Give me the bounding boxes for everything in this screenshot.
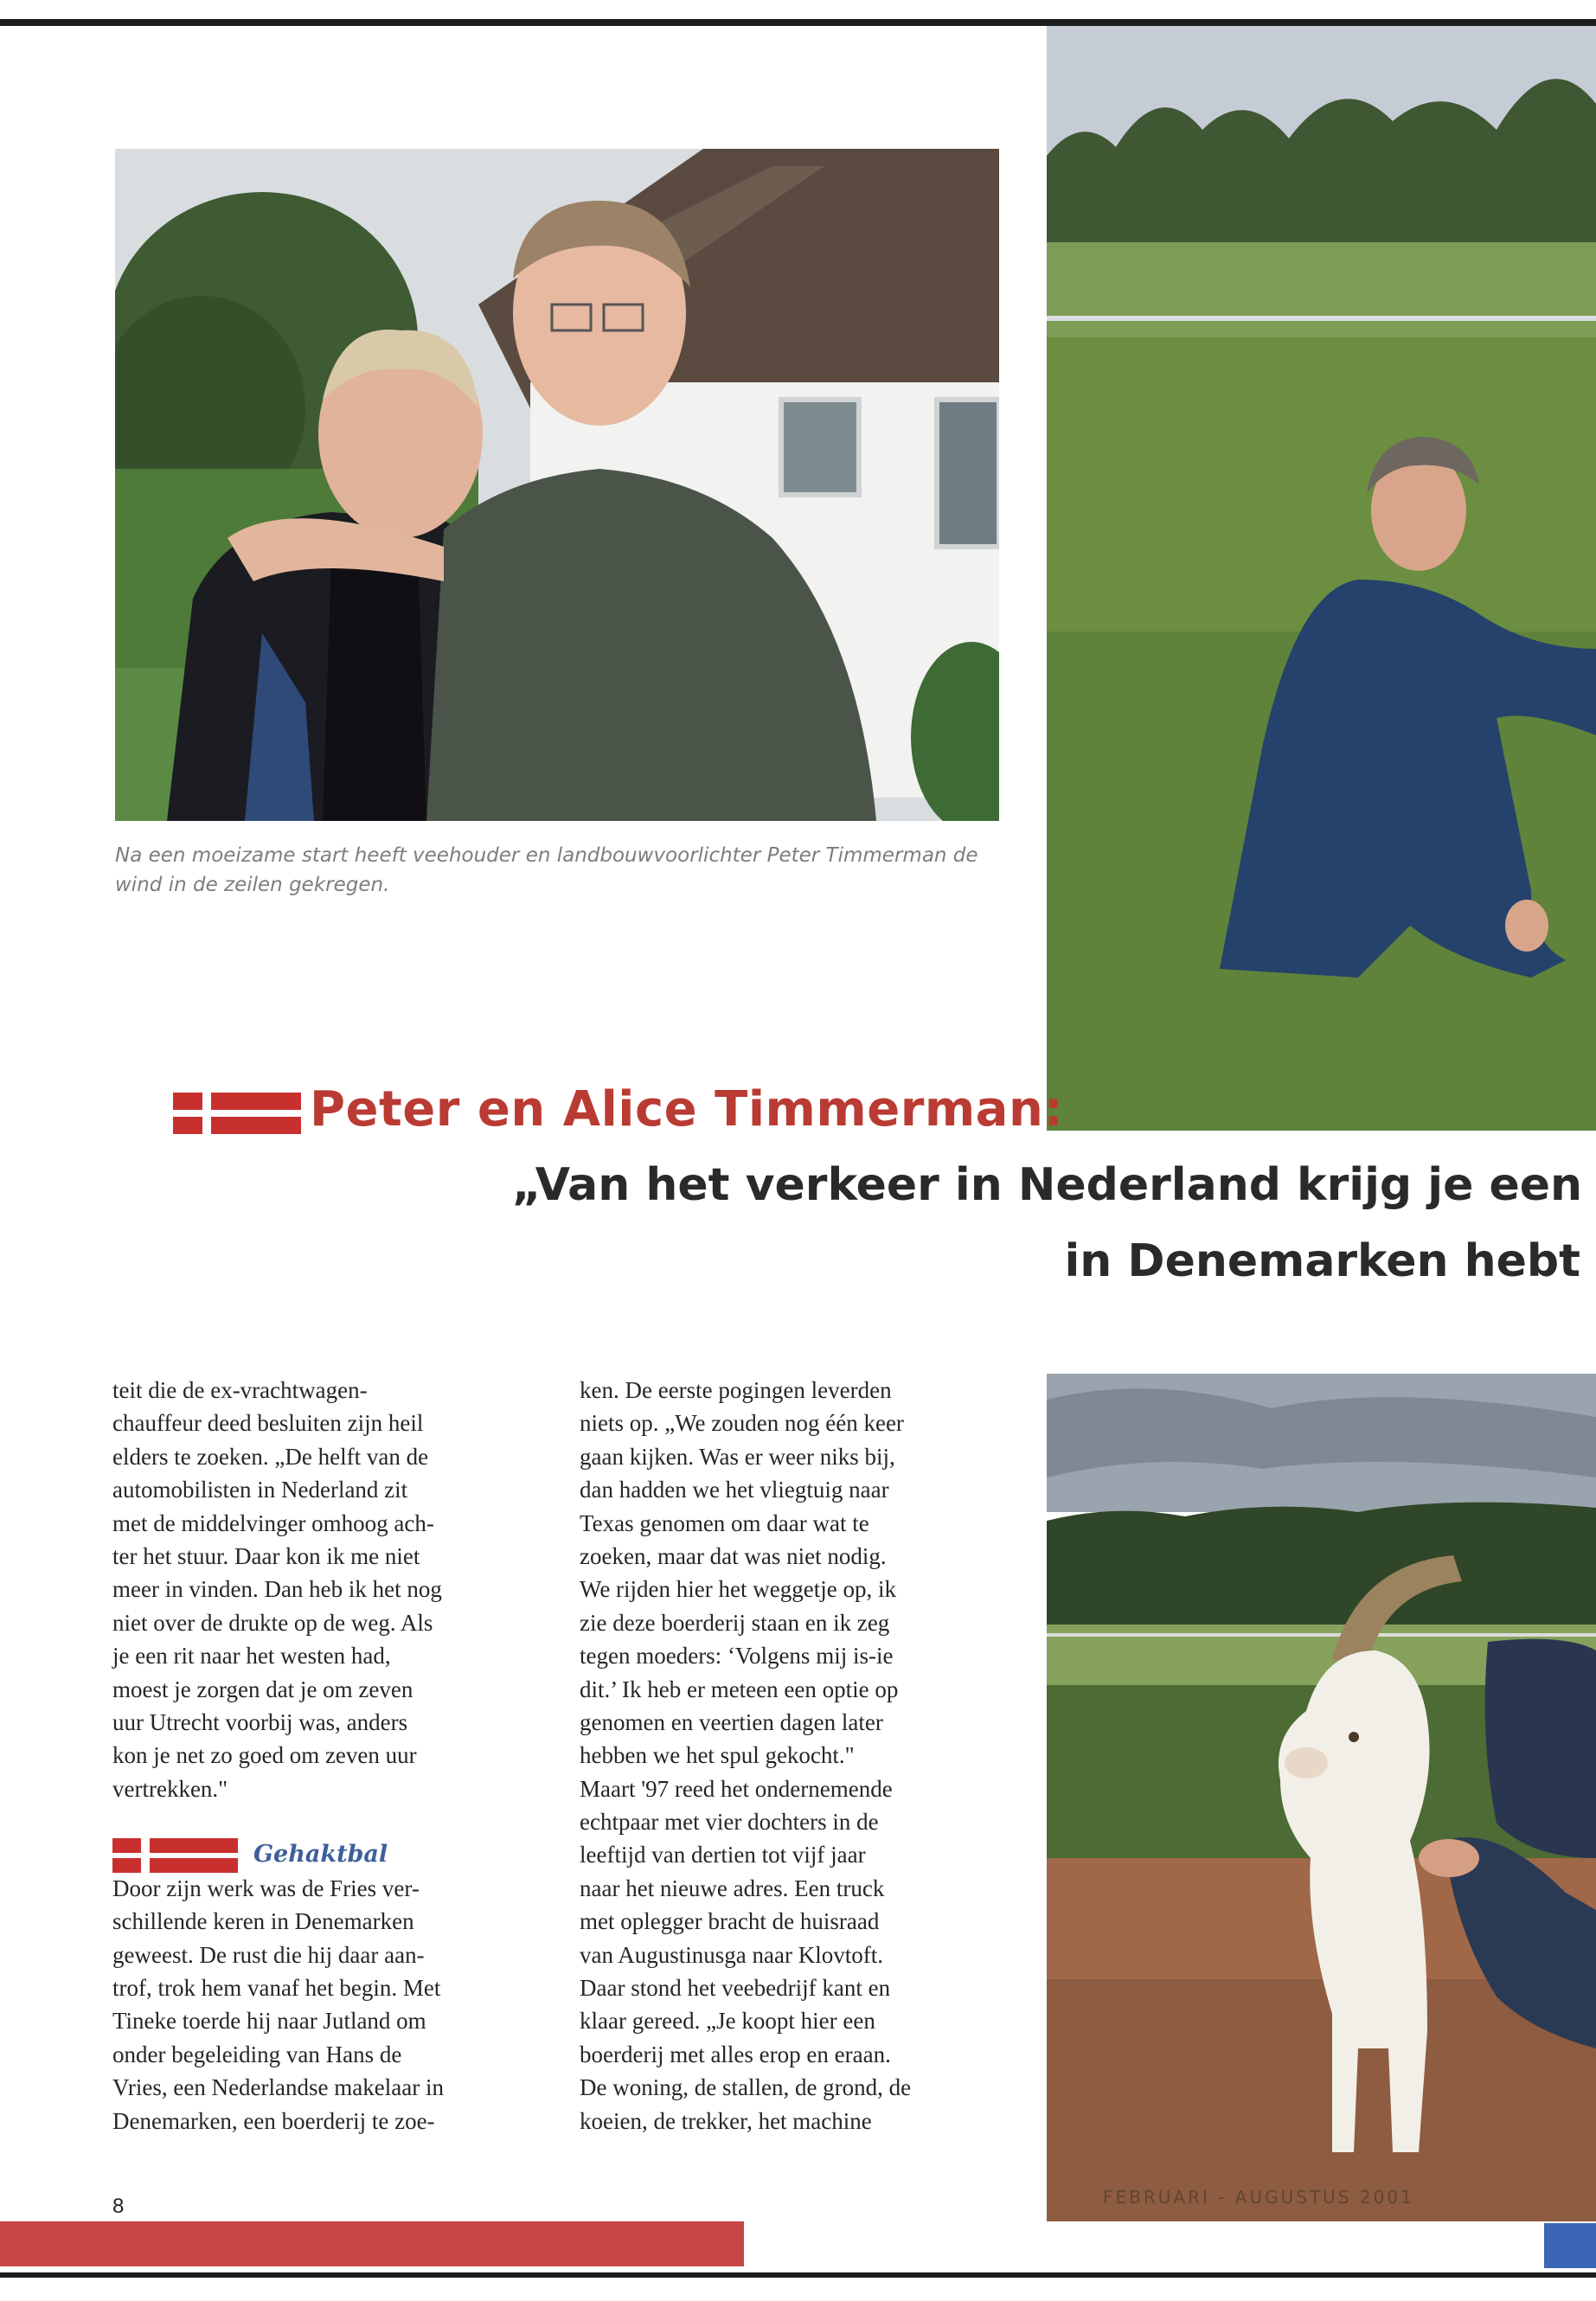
text-line: dit.’ Ik heb er meteen een optie op xyxy=(580,1676,899,1702)
text-line: ken. De eerste pogingen leverden xyxy=(580,1377,892,1403)
text-line: met oplegger bracht de huisraad xyxy=(580,1908,880,1935)
text-line: boerderij met alles erop en eraan. xyxy=(580,2041,891,2067)
text-line: echtpaar met vier dochters in de xyxy=(580,1809,879,1836)
top-rule xyxy=(0,19,1596,26)
text-line: Tineke toerde hij naar Jutland om xyxy=(112,2008,426,2035)
text-line: chauffeur deed besluiten zijn heil xyxy=(112,1410,424,1437)
photo-couple xyxy=(115,149,999,821)
text-line: genomen en veertien dagen later xyxy=(580,1708,883,1735)
text-line: Daar stond het veebedrijf kant en xyxy=(580,1975,891,2002)
text-line: gaan kijken. Was er weer niks bij, xyxy=(580,1443,895,1470)
text-line: uur Utrecht voorbij was, anders xyxy=(112,1708,408,1735)
text-line: niet over de drukte op de weg. Als xyxy=(112,1609,433,1636)
text-line: niets op. „We zouden nog één keer xyxy=(580,1410,904,1437)
text-line: elders te zoeken. „De helft van de xyxy=(112,1443,429,1470)
text-line: Denemarken, een boerderij te zoe- xyxy=(112,2107,435,2134)
text-line: Maart '97 reed het ondernemende xyxy=(580,1775,893,1802)
text-line: Door zijn werk was de Fries ver- xyxy=(112,1875,420,1901)
text-line: geweest. De rust die hij daar aan- xyxy=(112,1941,425,1968)
photo-field xyxy=(1047,26,1596,1131)
text-line: moest je zorgen dat je om zeven xyxy=(112,1676,413,1702)
subhead-gehaktbal xyxy=(112,1838,545,1871)
text-line: teit die de ex-vrachtwagen- xyxy=(112,1377,368,1403)
text-line: Texas genomen om daar wat te xyxy=(580,1509,869,1536)
text-line: koeien, de trekker, het machine xyxy=(580,2107,872,2134)
bottom-rule xyxy=(0,2272,1596,2278)
column-spacer xyxy=(112,1805,545,1838)
text-line: schillende keren in Denemarken xyxy=(112,1908,414,1935)
text-line: trof, trok hem vanaf het begin. Met xyxy=(112,1975,441,2002)
text-line: hebben we het spul gekocht." xyxy=(580,1742,855,1769)
footer-blue-bar xyxy=(1544,2223,1596,2268)
text-line: meer in vinden. Dan heb ik het nog xyxy=(112,1576,442,1603)
text-line: De woning, de stallen, de grond, de xyxy=(580,2074,912,2101)
text-line: kon je net zo goed om zeven uur xyxy=(112,1742,417,1769)
subhead-flag-icon xyxy=(112,1838,238,1873)
text-line: van Augustinusga naar Klovtoft. xyxy=(580,1941,883,1968)
text-line: automobilisten in Nederland zit xyxy=(112,1477,408,1503)
text-line: onder begeleiding van Hans de xyxy=(112,2041,402,2067)
text-line: zoeken, maar dat was niet nodig. xyxy=(580,1542,887,1569)
photo-caption: Na een moeizame start heeft veehouder en landbouwvoorlichter Peter Timmerman de wind in de zeilen gekregen. xyxy=(115,844,978,896)
text-line: dan hadden we het vliegtuig naar xyxy=(580,1477,889,1503)
headline: Peter en Alice Timmerman: xyxy=(310,1081,1064,1138)
text-line: ter het stuur. Daar kon ik me niet xyxy=(112,1542,420,1569)
text-line: zie deze boerderij staan en ik zeg xyxy=(580,1609,890,1636)
pull-quote-line-2: in Denemarken hebt xyxy=(1064,1235,1580,1287)
text-line: je een rit naar het westen had, xyxy=(112,1643,391,1670)
text-line: naar het nieuwe adres. Een truck xyxy=(580,1875,885,1901)
article-column-left xyxy=(112,1374,545,2138)
subhead-text: Gehaktbal xyxy=(253,1841,388,1868)
text-line: klaar gereed. „Je koopt hier een xyxy=(580,2008,875,2035)
text-line: We rijden hier het weggetje op, ik xyxy=(580,1576,896,1603)
text-line: vertrekken." xyxy=(112,1775,228,1802)
page-number: 8 xyxy=(112,2195,125,2218)
text-line: met de middelvinger omhoog ach- xyxy=(112,1509,434,1536)
photo-goat xyxy=(1047,1374,1596,2221)
footer-red-bar xyxy=(0,2221,744,2266)
text-line: Vries, een Nederlandse makelaar in xyxy=(112,2074,444,2101)
text-line: leeftijd van dertien tot vijf jaar xyxy=(580,1842,866,1868)
article-column-middle xyxy=(580,1374,1012,2138)
text-line: tegen moeders: ‘Volgens mij is-ie xyxy=(580,1643,894,1670)
pull-quote-line-1: „Van het verkeer in Nederland krijg je een xyxy=(511,1159,1582,1211)
headline-flag-icon xyxy=(173,1093,301,1134)
date-stamp: FEBRUARI - AUGUSTUS 2001 xyxy=(1103,2187,1414,2208)
